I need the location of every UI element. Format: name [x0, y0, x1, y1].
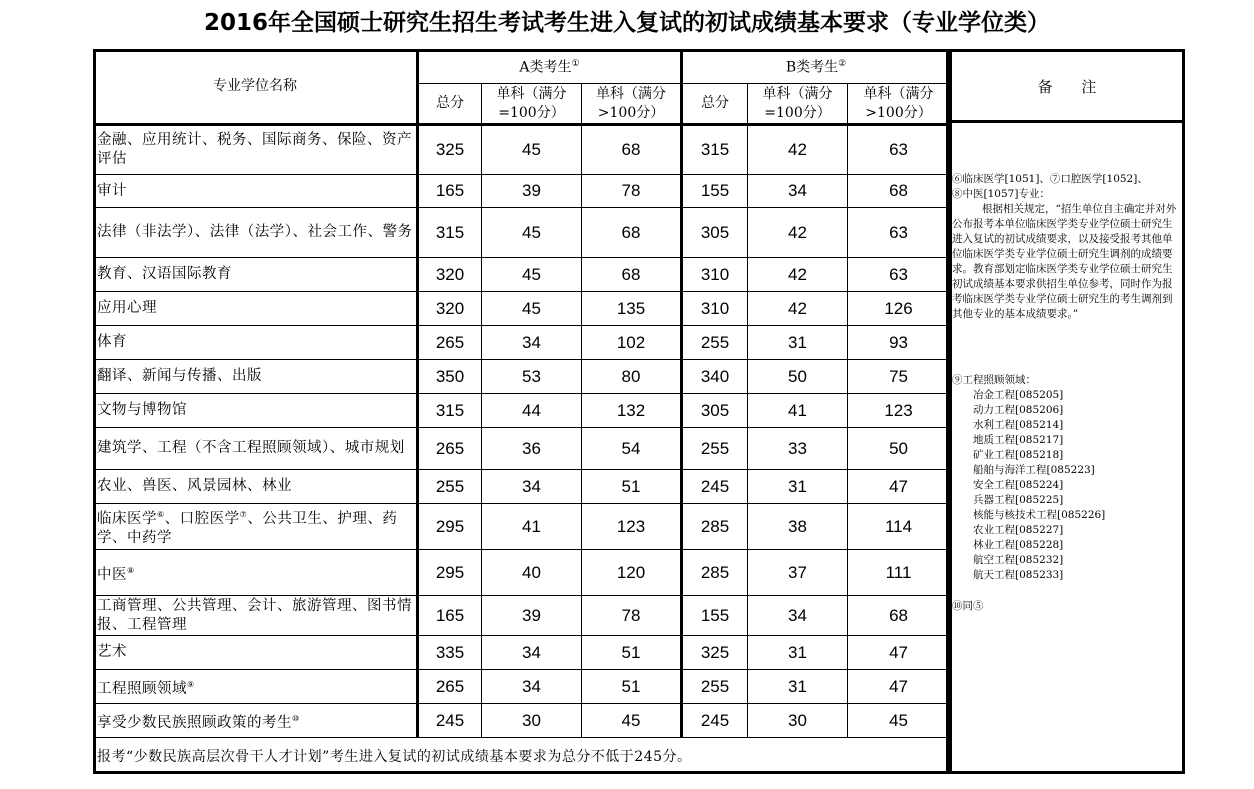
b-single-100-cell: 30: [748, 704, 848, 738]
b-single-100-cell: 31: [748, 670, 848, 704]
note-medical: [952, 172, 1182, 322]
b-single-gt100-cell: 114: [848, 504, 950, 550]
b-total-cell: 285: [682, 550, 748, 596]
row-name: 法律（非法学）、法律（法学）、社会工作、警务: [94, 208, 418, 258]
table-frame: [93, 49, 949, 774]
a-single-gt100-cell: 78: [582, 596, 682, 636]
a-single-100-cell: 45: [482, 125, 582, 175]
a-single-100-cell: 45: [482, 258, 582, 292]
a-total-cell: 165: [418, 596, 482, 636]
b-single-gt100-cell: 68: [848, 596, 950, 636]
a-total-cell: 315: [418, 394, 482, 428]
a-total-cell: 320: [418, 258, 482, 292]
a-single-100-cell: 34: [482, 636, 582, 670]
a-total-cell: 325: [418, 125, 482, 175]
b-single-100-cell: 42: [748, 292, 848, 326]
footnote-mark: ⑨: [187, 679, 195, 689]
a-single-gt100-cell: 51: [582, 670, 682, 704]
a-total-cell: 295: [418, 504, 482, 550]
a-single-100-cell: 34: [482, 326, 582, 360]
row-name: 工商管理、公共管理、会计、旅游管理、图书情报、工程管理: [94, 596, 418, 636]
a-single-gt100-cell: 80: [582, 360, 682, 394]
b-single-100-cell: 41: [748, 394, 848, 428]
row-name: 艺术: [94, 636, 418, 670]
b-single-gt100-cell: 111: [848, 550, 950, 596]
header-a-total: 总分: [418, 84, 482, 125]
notes-header: 备 注: [952, 52, 1182, 123]
a-single-gt100-cell: 120: [582, 550, 682, 596]
a-single-100-cell: 36: [482, 428, 582, 470]
note-medical-title-1: ⑥临床医学[1051]、⑦口腔医学[1052]、: [952, 173, 1148, 185]
a-single-gt100-cell: 68: [582, 125, 682, 175]
engineering-item: 航天工程[085233]: [973, 569, 1064, 581]
b-single-100-cell: 37: [748, 550, 848, 596]
header-a-single-100-l1: 单科（满分: [496, 85, 567, 102]
footnote-mark: ⑧: [127, 565, 135, 575]
b-single-100-cell: 34: [748, 175, 848, 208]
b-single-100-cell: 38: [748, 504, 848, 550]
b-single-gt100-cell: 63: [848, 258, 950, 292]
b-single-100-cell: 42: [748, 125, 848, 175]
b-total-cell: 155: [682, 175, 748, 208]
footnote-mark: ⑩: [292, 713, 300, 723]
note-engineering-title: ⑨工程照顾领域：: [952, 374, 1036, 386]
engineering-item: 水利工程[085214]: [973, 419, 1064, 431]
engineering-item: 兵器工程[085225]: [973, 494, 1064, 506]
header-b-single-100-l1: 单科（满分: [762, 85, 833, 102]
b-single-gt100-cell: 63: [848, 208, 950, 258]
header-major-name: 专业学位名称: [94, 50, 418, 125]
a-total-cell: 255: [418, 470, 482, 504]
header-a-single-gt100-l2: >100分）: [597, 104, 665, 121]
a-single-gt100-cell: 123: [582, 504, 682, 550]
row-name: 建筑学、工程（不含工程照顾领域）、城市规划: [94, 428, 418, 470]
row-name: 教育、汉语国际教育: [94, 258, 418, 292]
b-single-gt100-cell: 47: [848, 670, 950, 704]
engineering-item: 冶金工程[085205]: [973, 389, 1064, 401]
page-title: 2016年全国硕士研究生招生考试考生进入复试的初试成绩基本要求（专业学位类）: [203, 10, 1050, 36]
row-name: 农业、兽医、风景园林、林业: [94, 470, 418, 504]
b-total-cell: 340: [682, 360, 748, 394]
a-total-cell: 265: [418, 326, 482, 360]
engineering-item: 林业工程[085228]: [973, 539, 1064, 551]
b-total-cell: 315: [682, 125, 748, 175]
note-same: [952, 599, 1182, 614]
a-total-cell: 320: [418, 292, 482, 326]
engineering-item: 农业工程[085227]: [973, 524, 1064, 536]
b-single-gt100-cell: 45: [848, 704, 950, 738]
row-name: 应用心理: [94, 292, 418, 326]
b-single-100-cell: 34: [748, 596, 848, 636]
a-total-cell: 265: [418, 428, 482, 470]
b-total-cell: 255: [682, 326, 748, 360]
b-total-cell: 285: [682, 504, 748, 550]
b-single-100-cell: 31: [748, 470, 848, 504]
header-b-single-gt100-l1: 单科（满分: [863, 85, 934, 102]
engineering-item: 地质工程[085217]: [973, 434, 1064, 446]
note-same-text: ⑩同⑤: [952, 600, 984, 612]
b-total-cell: 245: [682, 704, 748, 738]
a-single-gt100-cell: 54: [582, 428, 682, 470]
a-total-cell: 245: [418, 704, 482, 738]
a-total-cell: 295: [418, 550, 482, 596]
a-single-gt100-cell: 51: [582, 636, 682, 670]
row-name: 金融、应用统计、税务、国际商务、保险、资产评估: [94, 125, 418, 175]
a-single-100-cell: 40: [482, 550, 582, 596]
engineering-item: 安全工程[085224]: [973, 479, 1064, 491]
b-single-100-cell: 33: [748, 428, 848, 470]
b-single-100-cell: 42: [748, 258, 848, 292]
header-b-single-100-l2: =100分）: [764, 104, 831, 121]
b-total-cell: 245: [682, 470, 748, 504]
b-single-100-cell: 31: [748, 326, 848, 360]
row-name-part: 、公共卫生、护理、药学、中药学: [97, 510, 398, 546]
header-b-total: 总分: [682, 84, 748, 125]
a-single-100-cell: 41: [482, 504, 582, 550]
header-group-b-mark: ②: [838, 59, 847, 70]
a-single-100-cell: 39: [482, 596, 582, 636]
b-single-gt100-cell: 47: [848, 636, 950, 670]
b-single-100-cell: 42: [748, 208, 848, 258]
a-single-gt100-cell: 102: [582, 326, 682, 360]
a-total-cell: 350: [418, 360, 482, 394]
note-medical-text: 根据相关规定，“招生单位自主确定并对外公布报考本单位临床医学类专业学位硕士研究生进入复试的初试成绩要求，以及接受报考其他单位临床医学类专业学位硕士研究生调剂的成绩要求。教育部划定临床医学类专业学位硕士研究生初试成绩基本要求供招生单位参考，同时作为报考临床医学类专业学位硕士研究生的考生调剂到其他专业的基本成绩要求。”: [952, 203, 1177, 320]
a-single-gt100-cell: 68: [582, 258, 682, 292]
header-group-a-mark: ①: [571, 59, 580, 70]
a-single-gt100-cell: 45: [582, 704, 682, 738]
a-single-100-cell: 45: [482, 208, 582, 258]
b-single-gt100-cell: 75: [848, 360, 950, 394]
b-single-gt100-cell: 50: [848, 428, 950, 470]
header-b-single-gt100-l2: >100分）: [865, 104, 932, 121]
header-group-b-label: B类考生: [785, 59, 839, 76]
header-group-a-label: A类考生: [519, 59, 572, 76]
a-single-gt100-cell: 68: [582, 208, 682, 258]
b-single-gt100-cell: 123: [848, 394, 950, 428]
a-total-cell: 315: [418, 208, 482, 258]
row-name: 文物与博物馆: [94, 394, 418, 428]
engineering-item: 核能与核技术工程[085226]: [973, 509, 1106, 521]
engineering-item: 船舶与海洋工程[085223]: [973, 464, 1095, 476]
b-total-cell: 155: [682, 596, 748, 636]
row-name: 翻译、新闻与传播、出版: [94, 360, 418, 394]
a-single-100-cell: 53: [482, 360, 582, 394]
a-single-100-cell: 34: [482, 470, 582, 504]
footnote-mark: ⑥: [157, 510, 165, 520]
note-engineering: [952, 373, 1182, 583]
engineering-item: 矿业工程[085218]: [973, 449, 1064, 461]
engineering-item: 航空工程[085232]: [973, 554, 1064, 566]
b-total-cell: 325: [682, 636, 748, 670]
footer-note: 报考“少数民族高层次骨干人才计划”考生进入复试的初试成绩基本要求为总分不低于245分。: [94, 738, 950, 774]
b-total-cell: 305: [682, 394, 748, 428]
row-name: 体育: [94, 326, 418, 360]
header-a-single-100-l2: =100分）: [498, 104, 565, 121]
engineering-item: 动力工程[085206]: [973, 404, 1064, 416]
row-name-part: 中医: [97, 566, 127, 583]
a-single-100-cell: 30: [482, 704, 582, 738]
a-single-gt100-cell: 135: [582, 292, 682, 326]
a-single-100-cell: 34: [482, 670, 582, 704]
row-name-part: 临床医学: [97, 510, 157, 527]
a-single-gt100-cell: 78: [582, 175, 682, 208]
b-single-gt100-cell: 63: [848, 125, 950, 175]
b-single-gt100-cell: 126: [848, 292, 950, 326]
a-single-gt100-cell: 132: [582, 394, 682, 428]
footnote-mark: ⑦: [239, 510, 248, 520]
b-total-cell: 255: [682, 670, 748, 704]
a-single-gt100-cell: 51: [582, 470, 682, 504]
a-total-cell: 265: [418, 670, 482, 704]
b-total-cell: 305: [682, 208, 748, 258]
b-single-100-cell: 31: [748, 636, 848, 670]
a-total-cell: 335: [418, 636, 482, 670]
a-single-100-cell: 39: [482, 175, 582, 208]
b-total-cell: 310: [682, 292, 748, 326]
b-single-gt100-cell: 47: [848, 470, 950, 504]
b-total-cell: 310: [682, 258, 748, 292]
row-name-part: 工程照顾领域: [97, 680, 187, 697]
row-name-part: 享受少数民族照顾政策的考生: [97, 714, 292, 731]
b-single-gt100-cell: 68: [848, 175, 950, 208]
b-single-gt100-cell: 93: [848, 326, 950, 360]
a-single-100-cell: 45: [482, 292, 582, 326]
a-total-cell: 165: [418, 175, 482, 208]
b-total-cell: 255: [682, 428, 748, 470]
row-name-part: 、口腔医学: [164, 510, 240, 527]
notes-column: [952, 172, 1182, 614]
a-single-100-cell: 44: [482, 394, 582, 428]
b-single-100-cell: 50: [748, 360, 848, 394]
note-medical-title-2: ⑧中医[1057]专业：: [952, 188, 1050, 200]
row-name: 审计: [94, 175, 418, 208]
header-a-single-gt100-l1: 单科（满分: [596, 85, 666, 102]
